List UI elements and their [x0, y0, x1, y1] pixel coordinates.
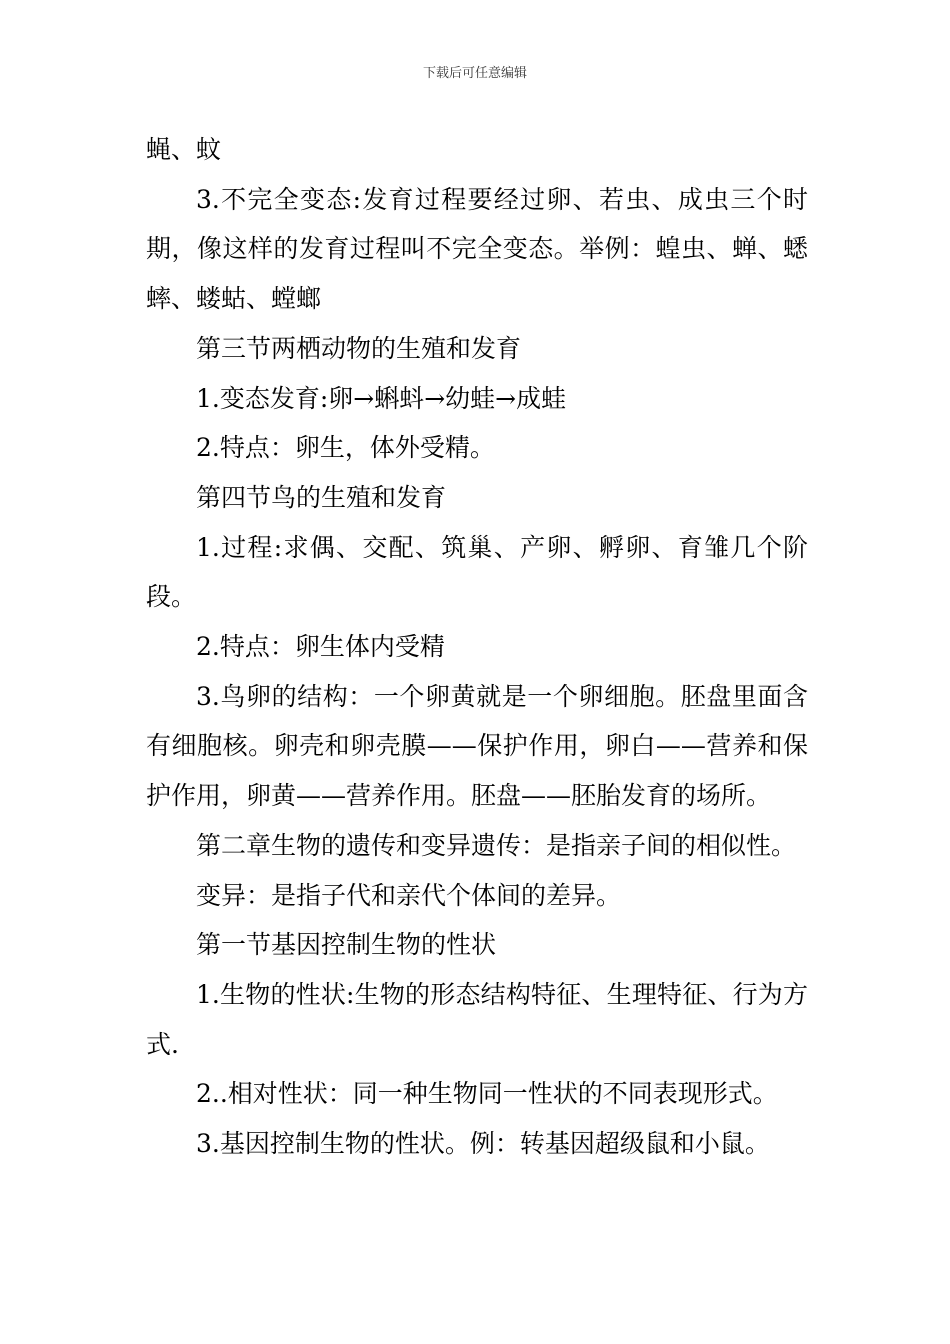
- paragraph-1: 蝇、蚊: [146, 135, 222, 164]
- section-heading-bird: 第四节鸟的生殖和发育: [196, 482, 447, 512]
- section-heading-amphibian: 第三节两栖动物的生殖和发育: [196, 333, 522, 363]
- paragraph-8: 2.特点：卵生体内受精: [196, 632, 445, 662]
- paragraph-11: 变异：是指子代和亲代个体间的差异。: [196, 880, 622, 910]
- paragraph-5: 2.特点：卵生，体外受精。: [196, 433, 495, 463]
- paragraph-15: 3.基因控制生物的性状。例：转基因超级鼠和小鼠。: [196, 1129, 770, 1159]
- paragraph-14: 2..相对性状：同一种生物同一性状的不同表现形式。: [196, 1079, 778, 1109]
- paragraph-4: 1.变态发育:卵→蝌蚪→幼蛙→成蛙: [196, 383, 567, 413]
- paragraph-2: 3.不完全变态:发育过程要经过卵、若虫、成虫三个时期，像这样的发育过程叫不完全变态。举例：蝗虫、蝉、蟋蟀、蝼蛄、螳螂: [146, 184, 808, 314]
- section-heading-genes: 第一节基因控制生物的性状: [196, 930, 497, 960]
- document-body: [146, 125, 808, 1169]
- page-header-note: 下载后可任意编辑: [422, 66, 527, 81]
- paragraph-13: 1.生物的性状:生物的形态结构特征、生理特征、行为方式.: [146, 979, 808, 1059]
- chapter-heading-heredity: 第二章生物的遗传和变异遗传：是指亲子间的相似性。: [196, 830, 797, 860]
- paragraph-9: 3.鸟卵的结构：一个卵黄就是一个卵细胞。胚盘里面含有细胞核。卵壳和卵壳膜——保护作用，卵白——营养和保护作用，卵黄——营养作用。胚盘——胚胎发育的场所。: [146, 681, 808, 811]
- paragraph-7: 1.过程:求偶、交配、筑巢、产卵、孵卵、育雏几个阶段。: [146, 532, 808, 612]
